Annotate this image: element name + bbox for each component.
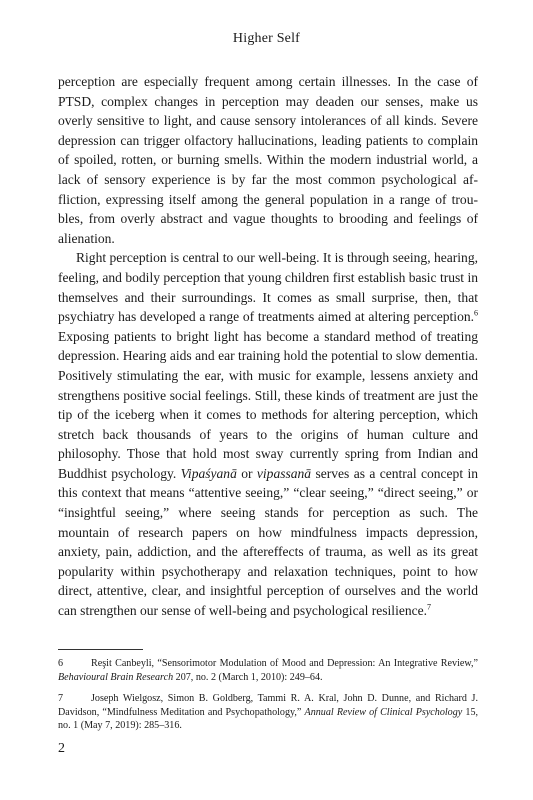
footnote-journal: Behavioural Brain Research [58, 671, 174, 683]
footnotes [58, 657, 478, 741]
paragraph-2-part-1: Right perception is central to our well-being. It is through seeing, hearing, feeling, and bodily perception that young children first establish basic trust in themselves and their surroundings. It comes as small surprise, then, that psychiatry has developed a range of treatments aimed at altering perception. [58, 250, 478, 325]
footnote-number: 7 [58, 693, 64, 705]
footnote-text-end: 15, no. 1 (May 7, 2019): 285–316. [58, 706, 479, 732]
footnote-text: Reşit Canbeyli, “Sensorimotor Modulation of Mood and Depression: An Integrative Review,” [91, 658, 478, 669]
paragraph-2-part-2: Exposing patients to bright light has become a standard method of treating depression. Hearing aids and ear training hold the potential to slow dementia. Positively stimulating the ear, with music for example, lessens anxiety and strengthens positive social feelings. Still, these kinds of treatment are just the tip of the iceberg when it comes to methods for altering perception, which stretch back thousands of years to the origins of human culture and philosophy. Those that hold most sway currently spring from Indian and Buddhist psychology. [58, 328, 478, 481]
term-vipasyana: Vipaśyanā [180, 465, 237, 481]
footnote-rule [58, 649, 143, 650]
conjunction-or: or [236, 465, 257, 481]
footnote-ref-7[interactable]: 7 [427, 602, 432, 612]
paragraph-2-part-3: serves as a central concept in this context that means “attentive seeing,” “clear seeing,” “direct seeing,” or “insightful seeing,” where seeing stands for perception as such. The mountain of research papers on how mindfulness impacts depression, anxiety, pain, addiction, and the aftereffects of trauma, as well as its great popularity within psychotherapy and relaxation techniques, point to how direct, attentive, clear, and insightful perception of ourselves and the world can strengthen our sense of well-being and psychological resilience. [58, 465, 479, 619]
page-number: 2 [58, 741, 65, 756]
running-head: Higher Self [232, 31, 301, 46]
footnote-text: Joseph Wielgosz, Simon B. Goldberg, Tammi R. A. Kral, John D. Dunne, and Richard J. Davidson, “Mindfulness Meditation and Psychopathology,” [58, 693, 478, 718]
footnote-journal: Annual Review of Clinical Psychology [304, 706, 463, 718]
term-vipassana: vipassanā [256, 465, 312, 481]
body-text [58, 72, 478, 621]
footnote-6 [58, 657, 478, 684]
footnote-number: 6 [58, 658, 64, 669]
paragraph-1: perception are especially frequent among certain illnesses. In the case of PTSD, complex changes in perception may deaden our senses, make us overly sensitive to light, and cause sensory intolerances of all kinds. Severe depression can trigger olfactory hallucinations, leading patients to complain of spoiled, rotten, or burning smells. Within the modern industrial world, a lack of sensory experience is by far the most common psychological affliction, expressing itself among the general population in a range of troubles, from overly abstract and vague thoughts to brooding and feelings of alienation. [58, 74, 478, 246]
paragraph-2 [58, 248, 478, 620]
footnote-ref-6[interactable]: 6 [474, 308, 478, 318]
footnote-7 [58, 692, 478, 733]
footnote-text-end: 207, no. 2 (March 1, 2010): 249–64. [173, 671, 323, 683]
